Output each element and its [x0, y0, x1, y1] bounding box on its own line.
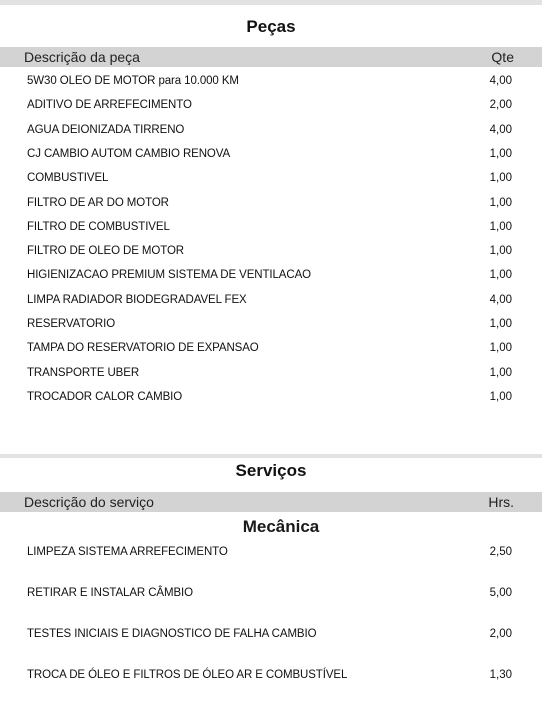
pecas-row-desc: COMBUSTIVEL: [27, 172, 109, 185]
pecas-row: [0, 197, 542, 221]
servicos-row-desc: TROCA DE ÓLEO E FILTROS DE ÓLEO AR E COMBUSTÍVEL: [27, 669, 348, 681]
pecas-row-qty: 1,00: [489, 172, 512, 185]
servicos-row-hrs: 2,50: [489, 546, 512, 558]
pecas-row-desc: AGUA DEIONIZADA TIRRENO: [27, 123, 185, 136]
pecas-col-desc: Descrição da peça: [24, 49, 140, 65]
servicos-group-title: Mecânica: [242, 517, 320, 536]
servicos-row: [0, 546, 542, 570]
pecas-row: [0, 221, 542, 245]
pecas-row-desc: RESERVATORIO: [27, 318, 116, 330]
pecas-row-desc: TAMPA DO RESERVATORIO DE EXPANSAO: [27, 342, 259, 355]
servicos-row: [0, 587, 542, 611]
pecas-row-qty: 4,00: [489, 75, 512, 87]
servicos-row-hrs: 1,30: [489, 669, 512, 681]
pecas-row-qty: 1,00: [489, 390, 512, 403]
pecas-row: [0, 148, 542, 172]
pecas-row-qty: 1,00: [489, 147, 512, 160]
pecas-row: [0, 391, 542, 415]
pecas-row-qty: 1,00: [489, 245, 512, 258]
pecas-row: [0, 75, 542, 99]
pecas-row-desc: FILTRO DE COMBUSTIVEL: [27, 220, 170, 233]
servicos-row-hrs: 5,00: [489, 587, 512, 599]
pecas-row: [0, 172, 542, 196]
servicos-row: [0, 669, 542, 693]
pecas-row-qty: 4,00: [489, 293, 512, 306]
pecas-row-qty: 2,00: [489, 99, 512, 112]
pecas-row-desc: ADITIVO DE ARREFECIMENTO: [27, 99, 192, 112]
top-divider: [0, 0, 542, 5]
servicos-row-hrs: 2,00: [489, 628, 512, 640]
pecas-row-qty: 1,00: [489, 220, 512, 233]
pecas-row-desc: LIMPA RADIADOR BIODEGRADAVEL FEX: [27, 293, 247, 306]
servicos-col-hrs: Hrs.: [488, 494, 514, 510]
pecas-row-desc: TROCADOR CALOR CAMBIO: [27, 390, 183, 403]
pecas-row-qty: 1,00: [489, 342, 512, 355]
servicos-row: [0, 628, 542, 652]
pecas-row-desc: FILTRO DE OLEO DE MOTOR: [27, 245, 185, 258]
pecas-row: [0, 342, 542, 366]
pecas-row: [0, 318, 542, 342]
pecas-row: [0, 367, 542, 391]
servicos-col-desc: Descrição do serviço: [24, 494, 154, 510]
pecas-row-desc: CJ CAMBIO AUTOM CAMBIO RENOVA: [27, 147, 231, 160]
pecas-row-desc: 5W30 OLEO DE MOTOR para 10.000 KM: [27, 75, 239, 87]
pecas-row: [0, 99, 542, 123]
servicos-row-desc: RETIRAR E INSTALAR CÂMBIO: [27, 587, 193, 599]
pecas-row: [0, 269, 542, 293]
pecas-title: Peças: [246, 17, 296, 36]
pecas-row-desc: TRANSPORTE UBER: [27, 366, 140, 379]
pecas-row-qty: 1,00: [489, 196, 512, 209]
pecas-header: [0, 47, 542, 67]
servicos-header: [0, 492, 542, 512]
servicos-title: Serviços: [235, 461, 307, 480]
pecas-row-qty: 1,00: [489, 318, 512, 330]
pecas-row: [0, 245, 542, 269]
pecas-row-qty: 1,00: [489, 366, 512, 379]
pecas-row-desc: FILTRO DE AR DO MOTOR: [27, 196, 169, 209]
pecas-row: [0, 294, 542, 318]
pecas-col-qty: Qte: [491, 49, 514, 65]
pecas-row-qty: 4,00: [489, 123, 512, 136]
pecas-row-qty: 1,00: [489, 269, 512, 282]
servicos-row-desc: TESTES INICIAIS E DIAGNOSTICO DE FALHA CAMBIO: [27, 628, 317, 640]
section-divider: [0, 454, 542, 458]
pecas-row-desc: HIGIENIZACAO PREMIUM SISTEMA DE VENTILACAO: [27, 269, 311, 282]
pecas-row: [0, 124, 542, 148]
servicos-row-desc: LIMPEZA SISTEMA ARREFECIMENTO: [27, 546, 228, 558]
